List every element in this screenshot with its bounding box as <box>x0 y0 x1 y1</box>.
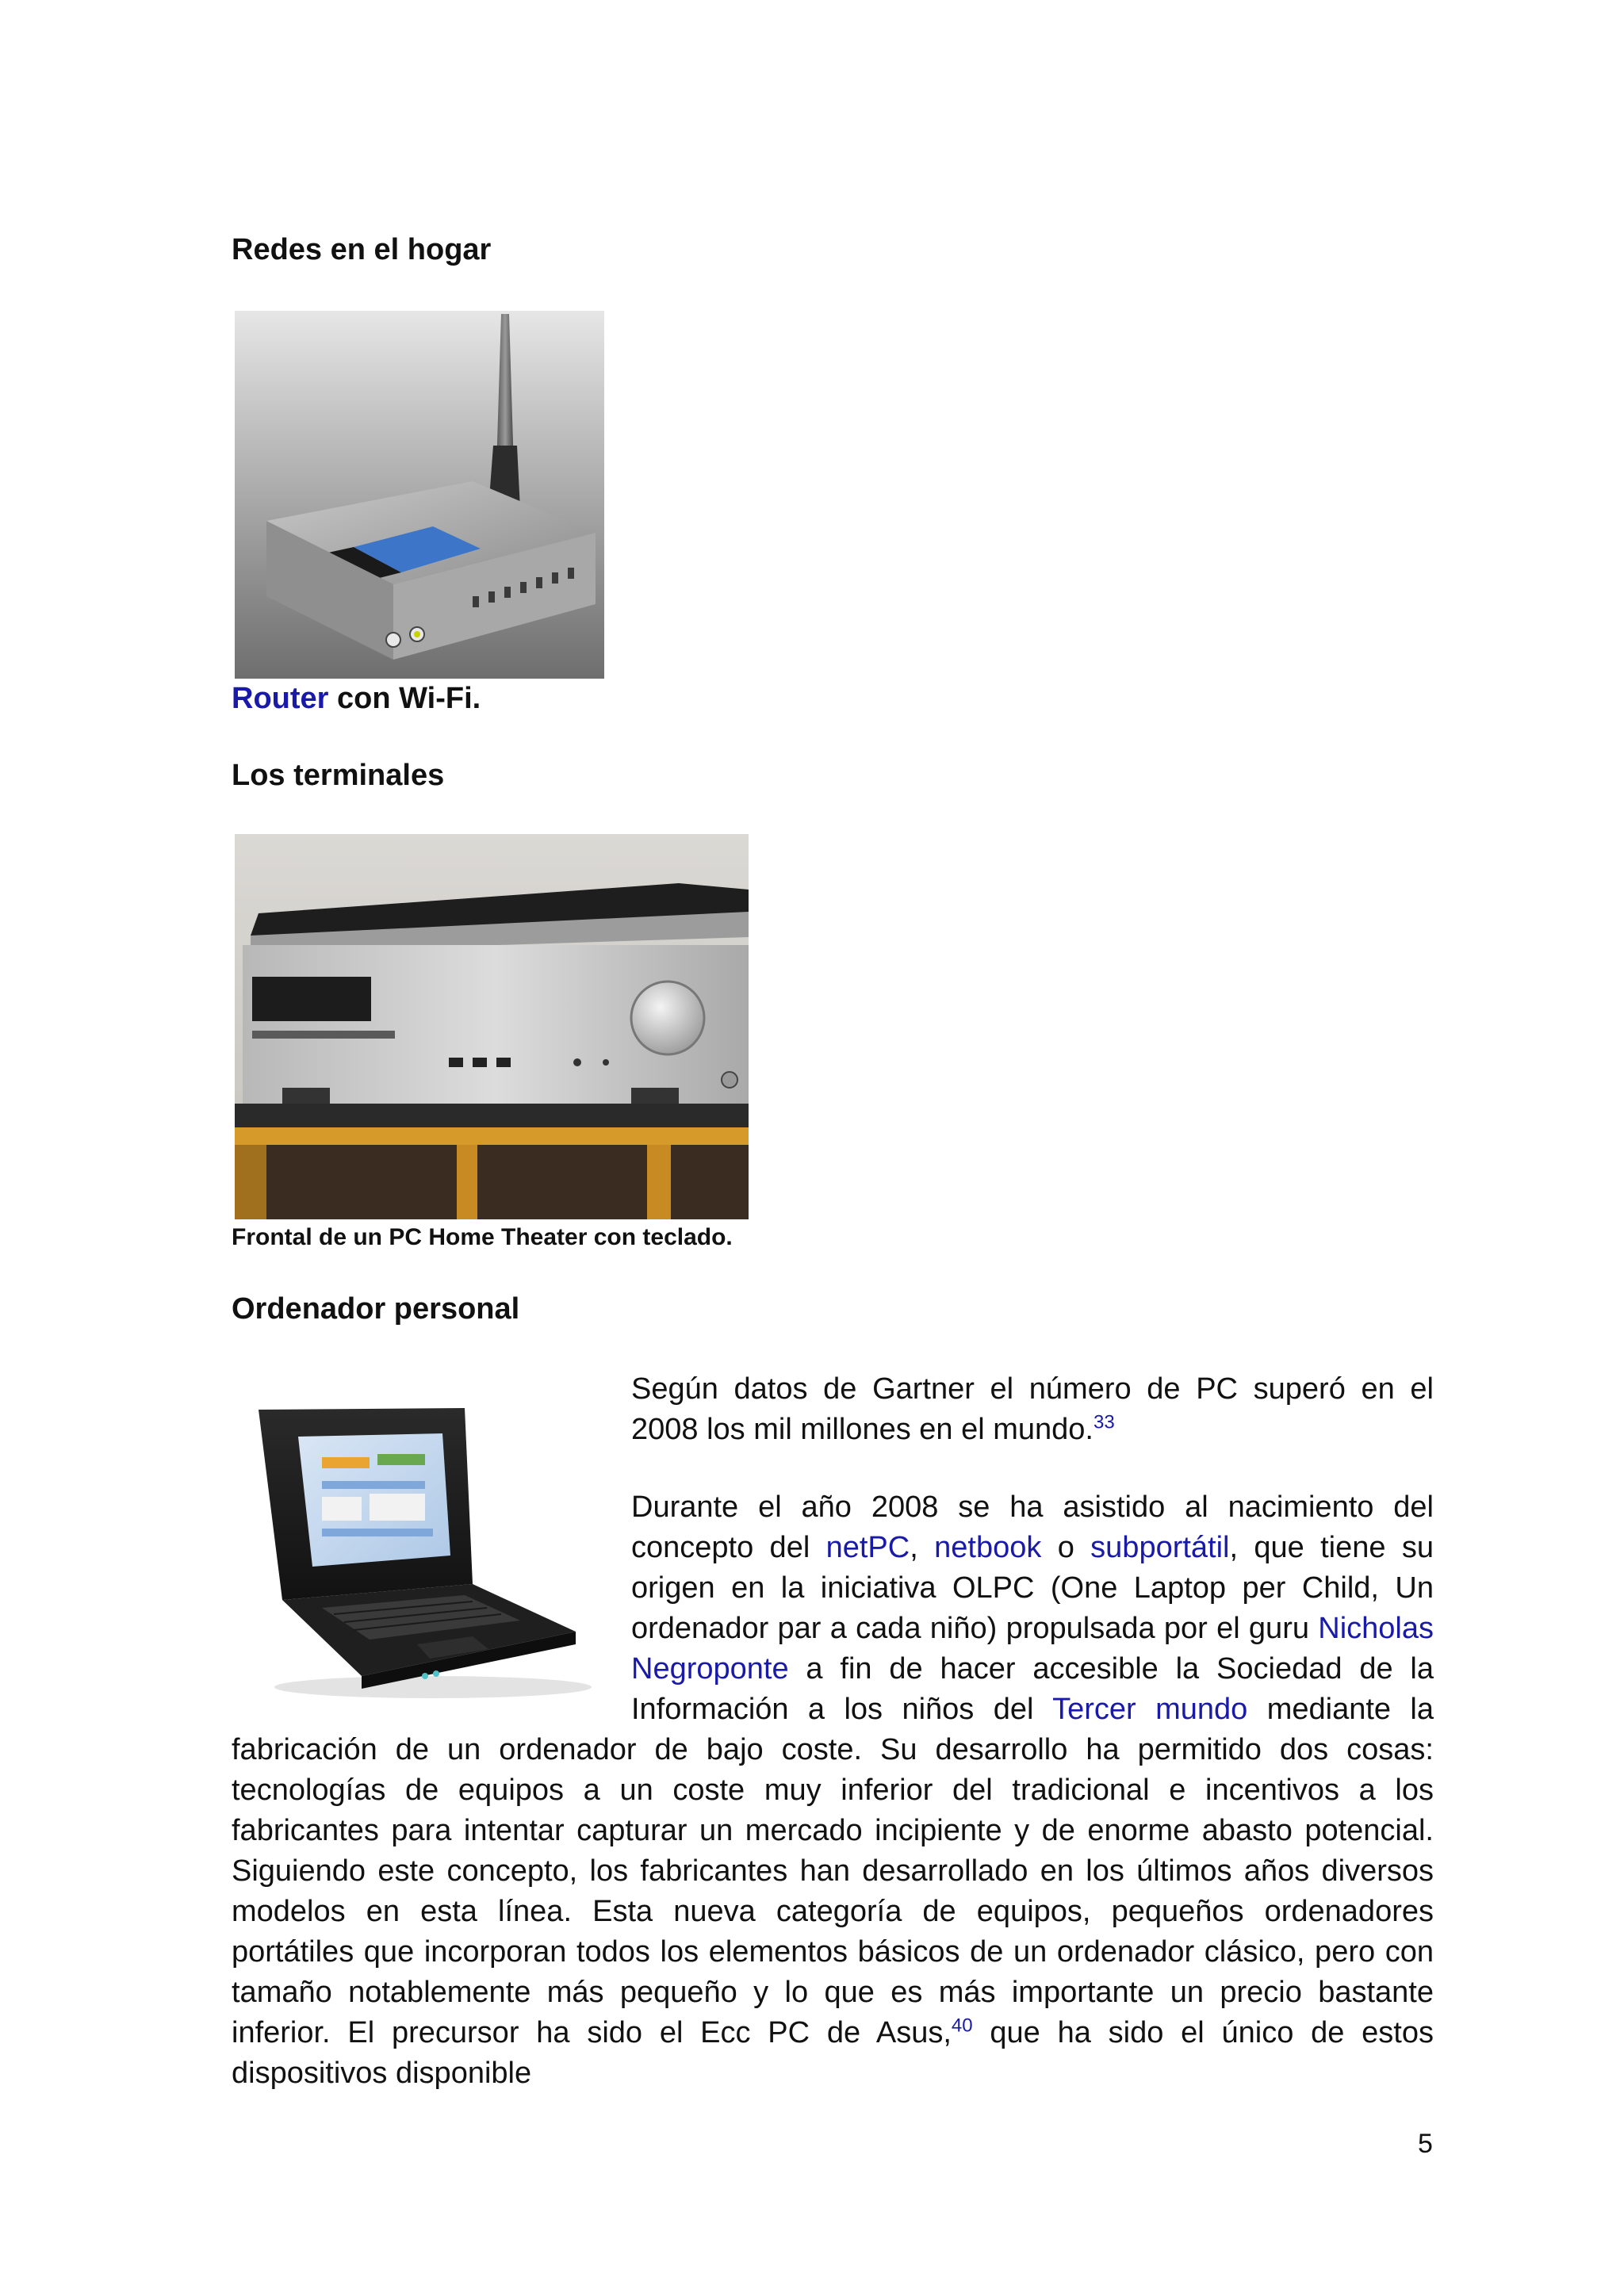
main-sep-2: o <box>1041 1531 1091 1564</box>
htpc-caption: Frontal de un PC Home Theater con teclado. <box>232 1224 733 1250</box>
router-caption <box>232 680 481 717</box>
section-heading-ordenador: Ordenador personal <box>232 1292 520 1326</box>
main-paragraph <box>232 1487 1434 2094</box>
link-netbook[interactable]: netbook <box>934 1531 1042 1564</box>
link-tercer-mundo[interactable]: Tercer mundo <box>1052 1693 1248 1726</box>
intro-text: Según datos de Gartner el número de PC superó en el 2008 los mil millones en el mundo. <box>631 1372 1434 1446</box>
section-heading-redes: Redes en el hogar <box>232 233 492 266</box>
footnote-ref-33[interactable]: 33 <box>1093 1411 1115 1433</box>
link-subportatil[interactable]: subportátil <box>1090 1531 1230 1564</box>
htpc-photo <box>235 834 749 1219</box>
link-negroponte[interactable]: Nicholas Negroponte <box>631 1612 1434 1686</box>
page-number: 5 <box>1418 2129 1433 2159</box>
router-link[interactable]: Router <box>232 682 329 715</box>
router-photo <box>235 311 604 679</box>
section-heading-terminales: Los terminales <box>232 759 445 792</box>
intro-paragraph <box>631 1369 1434 1450</box>
link-netpc[interactable]: netPC <box>825 1531 910 1564</box>
main-text-5: que ha sido el único de estos dispositivos disponible <box>232 2016 1434 2090</box>
footnote-ref-40[interactable]: 40 <box>951 2015 973 2037</box>
main-text-4: mediante la fabricación de un ordenador de bajo coste. Su desarrollo ha permitido dos cosas: tecnologías de equipos a un coste muy inferior del tradicional e incentivos a los fabricantes para intentar capturar un mercado incipiente y de enorme abasto potencial. Siguiendo este concepto, los fabricantes han desarrollado en los últimos años diversos modelos en esta línea. Esta nueva categoría de equipos, pequeños ordenadores portátiles que incorporan todos los elementos básicos de un ordenador clásico, pero con tamaño notablemente más pequeño y lo que es más importante un precio bastante inferior. El precursor ha sido el Ecc PC de Asus, <box>232 1693 1434 2049</box>
main-text-3: a fin de hacer accesible la Sociedad de la Información a los niños del <box>631 1652 1434 1726</box>
main-sep-1: , <box>910 1531 935 1564</box>
main-text-2: , que tiene su origen en la iniciativa OLPC (One Laptop per Child, Un ordenador par a cada niño) propulsada por el guru <box>631 1531 1434 1645</box>
photo-wrap-spacer <box>232 1487 631 1730</box>
main-text-1: Durante el año 2008 se ha asistido al nacimiento del concepto del <box>631 1490 1434 1564</box>
router-caption-text: con Wi-Fi. <box>328 682 481 715</box>
